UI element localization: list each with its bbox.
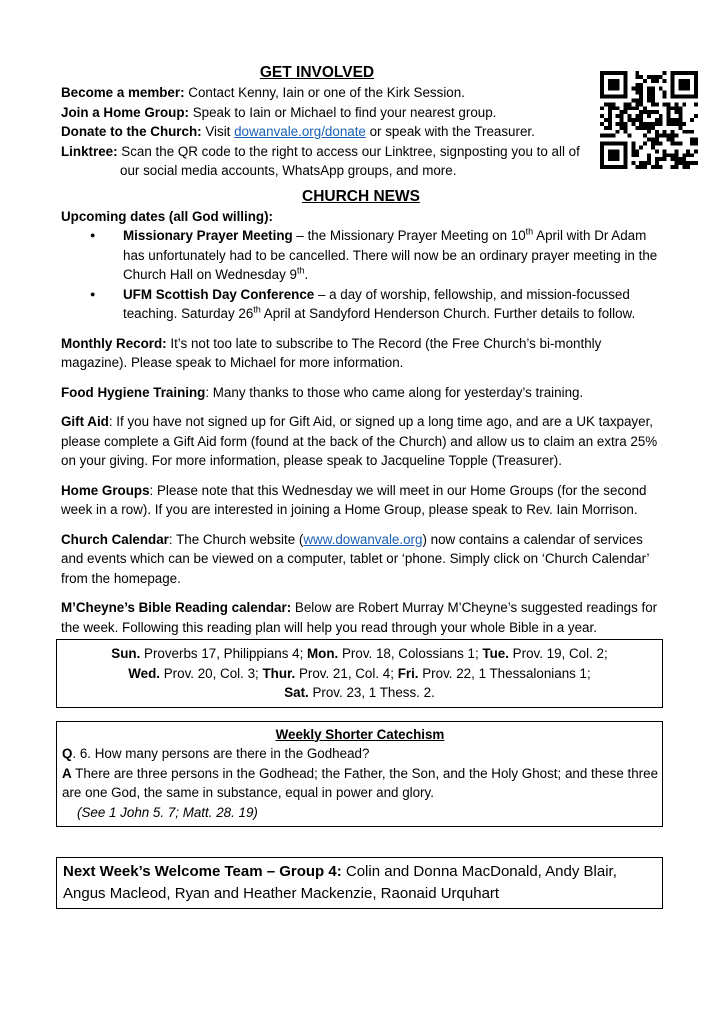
readings-line-3: Sat. Prov. 23, 1 Thess. 2. [284, 685, 435, 700]
catechism-reference: (See 1 John 5. 7; Matt. 28. 19) [77, 804, 258, 820]
catechism-question: Q. 6. How many persons are there in the Godhead? [62, 746, 370, 761]
website-link[interactable]: www.dowanvale.org [303, 531, 423, 547]
bulletin-page [61, 62, 661, 909]
food-hygiene-paragraph: Food Hygiene Training: Many thanks to those who came along for yesterday’s training. [61, 384, 584, 400]
list-item: ● UFM Scottish Day Conference – a day of worship, fellowship, and mission-focussed teaching. Saturday 26th April at Sandyford Henderson Church. Further details to follow. [123, 285, 661, 324]
linktree-line: Linktree: Scan the QR code to the right to access our Linktree, signposting you to all of our social media accounts, WhatsApp groups, and more. [61, 143, 580, 178]
church-calendar-paragraph: Church Calendar: The Church website (www.dowanvale.org) now contains a calendar of services and events which can be viewed on a computer, tablet or ‘phone. Simply click on ‘Church Calendar’ from the homepage. [61, 531, 650, 586]
upcoming-heading: Upcoming dates (all God willing): [61, 208, 274, 224]
upcoming-list [61, 226, 661, 324]
donate-link[interactable]: dowanvale.org/donate [234, 124, 366, 139]
welcome-team-label: Next Week’s Welcome Team – Group 4: [63, 863, 342, 880]
gift-aid-paragraph: Gift Aid: If you have not signed up for Gift Aid, or signed up a long time ago, and are a UK taxpayer, please complete a Gift Aid form (found at the back of the Church) and allow us to claim an extra 25% on your giving. For more information, please speak to Jacqueline Topple (Treasurer). [61, 414, 658, 468]
donate-line: Donate to the Church: Visit dowanvale.org/donate or speak with the Treasurer. [61, 124, 535, 139]
welcome-team-box [56, 857, 663, 909]
bible-readings-box [56, 639, 663, 708]
become-member-line: Become a member: Contact Kenny, Iain or one of the Kirk Session. [61, 85, 465, 100]
readings-line-1: Sun. Proverbs 17, Philippians 4; Mon. Prov. 18, Colossians 1; Tue. Prov. 19, Col. 2; [111, 646, 608, 661]
catechism-answer: A There are three persons in the Godhead; the Father, the Son, and the Holy Ghost; and these three are one God, the same in substance, equal in power and glory. [62, 765, 659, 800]
readings-line-2: Wed. Prov. 20, Col. 3; Thur. Prov. 21, Col. 4; Fri. Prov. 22, 1 Thessalonians 1; [128, 665, 591, 681]
list-item: ● Missionary Prayer Meeting – the Missionary Prayer Meeting on 10th April with Dr Adam has unfortunately had to be cancelled. There will now be an ordinary prayer meeting in the Church Hall on Wednesday 9th. [123, 226, 661, 285]
get-involved-list [61, 83, 591, 181]
catechism-title: Weekly Shorter Catechism [275, 726, 445, 742]
church-news-heading: CHURCH NEWS [302, 187, 420, 205]
monthly-record-paragraph: Monthly Record: It’s not too late to subscribe to The Record (the Free Church’s bi-monthly magazine). Please speak to Michael for more information. [61, 335, 602, 370]
home-groups-paragraph: Home Groups: Please note that this Wednesday we will meet in our Home Groups (for the second week in a row). If you are interested in joining a Home Group, please speak to Rev. Iain Morrison. [61, 482, 647, 517]
home-group-line: Join a Home Group: Speak to Iain or Michael to find your nearest group. [61, 104, 497, 120]
get-involved-heading: GET INVOLVED [259, 64, 375, 81]
welcome-team-names: Colin and Donna MacDonald, Andy Blair, Angus Macleod, Ryan and Heather Mackenzie, Raonaid Urquhart [63, 863, 617, 902]
catechism-box [56, 721, 663, 828]
mcheyne-paragraph: M’Cheyne’s Bible Reading calendar: Below are Robert Murray M’Cheyne’s suggested readings for the week. Following this reading plan will help you read through your whole Bible in a year. [61, 600, 658, 635]
